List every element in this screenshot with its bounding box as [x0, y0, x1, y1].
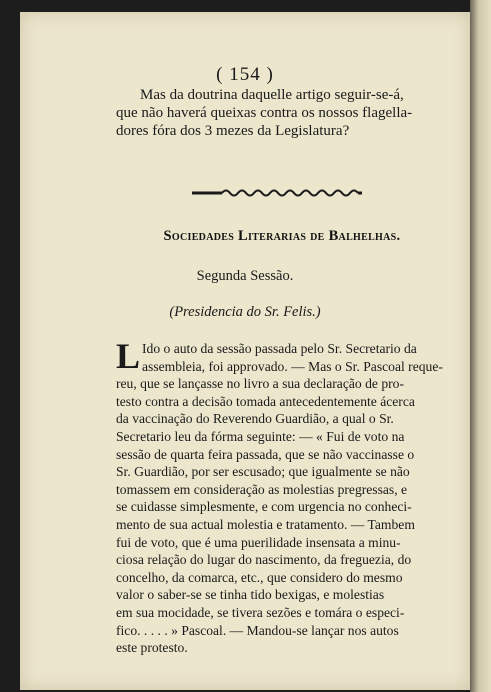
text-line: assembleia, foi approvado. — Mas o Sr. Pascoal reque-	[142, 358, 443, 374]
text-line: sessão de quarta feira passada, que se não vaccinasse o	[116, 446, 415, 462]
ornamental-divider	[192, 188, 362, 198]
intro-line: Mas da doutrina daquelle artigo seguir-se-á,	[140, 87, 404, 103]
book-page	[20, 12, 470, 690]
intro-line: dores fóra dos 3 mezes da Legislatura?	[116, 123, 350, 139]
text-line: Secretario leu da fórma seguinte: — « Fui de voto na	[116, 428, 405, 444]
session-heading: Segunda Sessão.	[196, 268, 294, 284]
presidency-note: (Presidencia do Sr. Felis.)	[169, 304, 321, 320]
intro-line: que não haverá queixas contra os nossos flagella-	[116, 105, 413, 121]
text-line: fui de voto, que é uma puerilidade insensata a minu-	[116, 534, 401, 550]
text-line: Ido o auto da sessão passada pelo Sr. Secretario da	[142, 341, 417, 356]
text-line: ciosa relação do lugar do nascimento, da freguezia, do	[116, 552, 412, 568]
text-line: Sr. Guardião, por ser escusado; que igualmente se não	[116, 464, 410, 480]
text-line: da vaccinação do Reverendo Guardião, a qual o Sr.	[116, 411, 394, 427]
drop-cap: L	[116, 336, 141, 376]
text-line: concelho, da comarca, etc., que considero do mesmo	[116, 569, 403, 585]
section-title: Sociedades Literarias de Balhelhas.	[163, 228, 401, 244]
text-line: reu, que se lançasse no livro a sua declaração de pro-	[116, 376, 404, 392]
text-line: se cuidasse simplesmente, e com urgencia no conheci-	[116, 499, 412, 515]
text-line: tomassem em consideração as molestias pregressas, e	[116, 481, 408, 497]
text-line: mento de sua actual molestia e tratamento. — Tambem	[116, 516, 415, 532]
intro-paragraph	[116, 86, 456, 140]
text-line: este protesto.	[116, 640, 188, 656]
text-line: testo contra a decisão tomada antecedentemente ácerca	[116, 393, 415, 409]
minutes-paragraph	[116, 336, 456, 657]
page-number: ( 154 )	[216, 64, 274, 85]
text-line: valor o saber-se se tinha tido bexigas, e molestias	[116, 587, 385, 603]
book-gutter	[470, 0, 491, 692]
text-line: em sua mocidade, se tivera sezões e tomára o especi-	[116, 604, 405, 620]
text-line: fico. . . . . » Pascoal. — Mandou-se lançar nos autos	[116, 622, 399, 638]
